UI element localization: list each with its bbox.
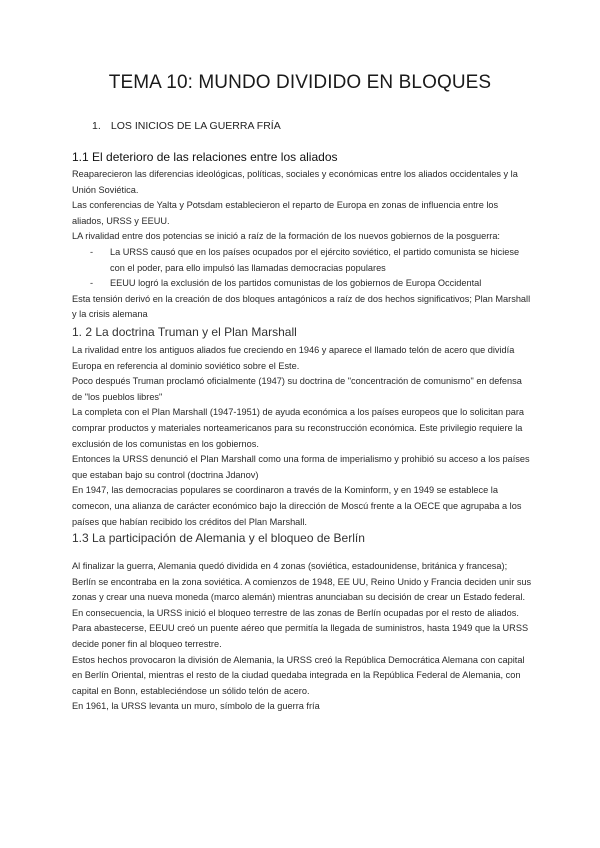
section-1-2 [72,325,532,530]
paragraph: Al finalizar la guerra, Alemania quedó dividida en 4 zonas (soviética, estadounidense, británica y francesa); Berlín se encontraba en la zona soviética. A comienzos de 1948, EE UU, Reino Unido y Francia deciden unir sus zonas y crear una nueva moneda (marco alemán) mientras anunciaban su decisión de crear un Estado federal. [72,561,532,603]
paragraph: Poco después Truman proclamó oficialmente (1947) su doctrina de "concentración de comunismo" en defensa de "los pueblos libres" [72,376,522,402]
paragraph: Reaparecieron las diferencias ideológicas, políticas, sociales y económicas entre los aliados occidentales y la Unión Soviética. [72,169,518,195]
paragraph: Estos hechos provocaron la división de Alemania, la URSS creó la República Democrática Alemana con capital en Berlín Oriental, mientras el resto de la ciudad quedaba integrada en la República Federal de Alemania, con capital en Bonn, estableciéndose un sólido telón de acero. [72,654,525,696]
section-1-3 [72,531,532,715]
list-item [92,120,281,132]
list-item-text: LOS INICIOS DE LA GUERRA FRÍA [110,120,281,132]
bullet-item: - EEUU logró la exclusión de los partidos comunistas de los gobiernos de Europa Occidental [90,278,482,289]
paragraph: En consecuencia, la URSS inició el bloqueo terrestre de las zonas de Berlín ocupadas por el resto de aliados. Para abastecerse, EEUU creó un puente aéreo que permitía la llegada de suministros, hasta 1949 que la URSS decide poner fin al bloqueo terrestre. [72,607,529,649]
section-heading: 1. 2 La doctrina Truman y el Plan Marshall [72,325,297,339]
paragraph: Entonces la URSS denunció el Plan Marshall como una forma de imperialismo y prohibió su acceso a los países que estaban bajo su control (doctrina Jdanov) [72,454,530,480]
bullet-list [72,245,532,292]
section-1-1 [72,150,532,323]
paragraph: La completa con el Plan Marshall (1947-1951) de ayuda económica a los países europeos que lo solicitan para comprar productos y materiales norteamericanos para su reconstrucción económica. Este privilegio requiere la exclusión de los comunistas en los gobiernos. [72,407,524,449]
paragraph: Las conferencias de Yalta y Potsdam establecieron el reparto de Europa en zonas de influencia entre los aliados, URSS y EEUU. [72,200,499,226]
paragraph: En 1961, la URSS levanta un muro, símbolo de la guerra fría [72,701,320,712]
paragraph: Esta tensión derivó en la creación de dos bloques antagónicos a raíz de dos hechos significativos; Plan Marshall y la crisis alemana [72,293,531,320]
bullet-item: - La URSS causó que en los países ocupados por el ejército soviético, el partido comunista se hiciese con el poder, para ello impulsó las llamadas democracias populares [90,246,520,273]
paragraph: La rivalidad entre los antiguos aliados fue creciendo en 1946 y aparece el llamado telón de acero que dividía Europa en referencia al dominio soviético sobre el Este. [72,345,515,371]
paragraph: LA rivalidad entre dos potencias se inició a raíz de la formación de los nuevos gobiernos de la posguerra: [72,231,500,242]
list-number: 1. [92,120,101,132]
section-heading: 1.3 La participación de Alemania y el bloqueo de Berlín [72,531,365,545]
page-title: TEMA 10: MUNDO DIVIDIDO EN BLOQUES [108,72,492,93]
section-heading: 1.1 El deterioro de las relaciones entre los aliados [72,150,338,164]
paragraph: En 1947, las democracias populares se coordinaron a través de la Kominform, y en 1949 se establece la comecon, una alianza de carácter económico bajo la dirección de Moscú frente a la OECE que agrupaba a los países que habían recibido los créditos del Plan Marshall. [72,485,522,527]
